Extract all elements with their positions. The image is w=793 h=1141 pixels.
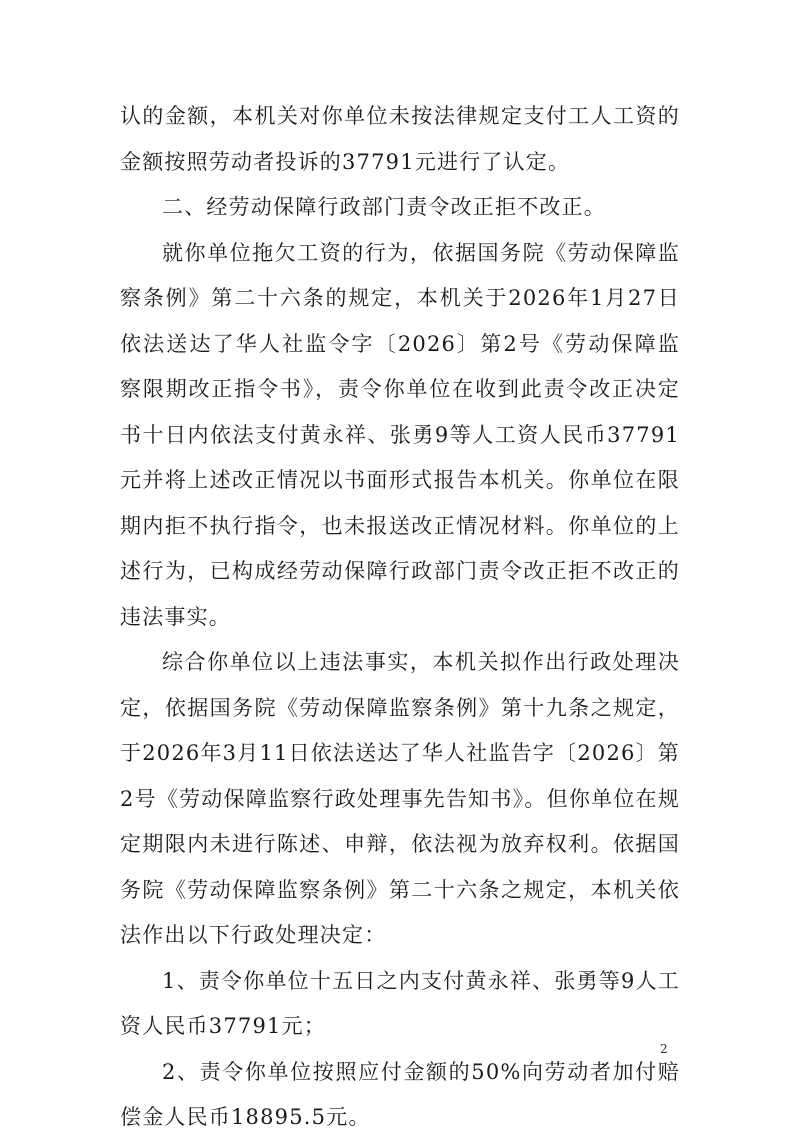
page-number: 2 [660, 1042, 668, 1056]
document-body [120, 94, 680, 1141]
paragraph-decision-basis: 综合你单位以上违法事实，本机关拟作出行政处理决定，依据国务院《劳动保障监察条例》第十九条之规定，于2026年3月11日依法送达了华人社监告字〔2026〕第2号《劳动保障监察行政处理事先告知书》。但你单位在规定期限内未进行陈述、申辩，依法视为放弃权利。依据国务院《劳动保障监察条例》第二十六条之规定，本机关依法作出以下行政处理决定： [120, 650, 680, 947]
decision-item-2: 2、责令你单位按照应付金额的50%向劳动者加付赔偿金人民币18895.5元。 [120, 1059, 680, 1129]
section-heading-refusal-to-correct: 二、经劳动保障行政部门责令改正拒不改正。 [162, 195, 606, 219]
paragraph-correction-order: 就你单位拖欠工资的行为，依据国务院《劳动保障监察条例》第二十六条的规定，本机关于2026年1月27日依法送达了华人社监令字〔2026〕第2号《劳动保障监察限期改正指令书》，责令你单位在收到此责令改正决定书十日内依法支付黄永祥、张勇9等人工资人民币37791元并将上述改正情况以书面形式报告本机关。你单位在限期内拒不执行指令，也未报送改正情况材料。你单位的上述行为，已构成经劳动保障行政部门责令改正拒不改正的违法事实。 [120, 240, 680, 629]
decision-item-1: 1、责令你单位十五日之内支付黄永祥、张勇等9人工资人民币37791元； [120, 968, 680, 1038]
paragraph-continued-amount: 认的金额，本机关对你单位未按法律规定支付工人工资的金额按照劳动者投诉的37791元进行了认定。 [120, 104, 680, 174]
